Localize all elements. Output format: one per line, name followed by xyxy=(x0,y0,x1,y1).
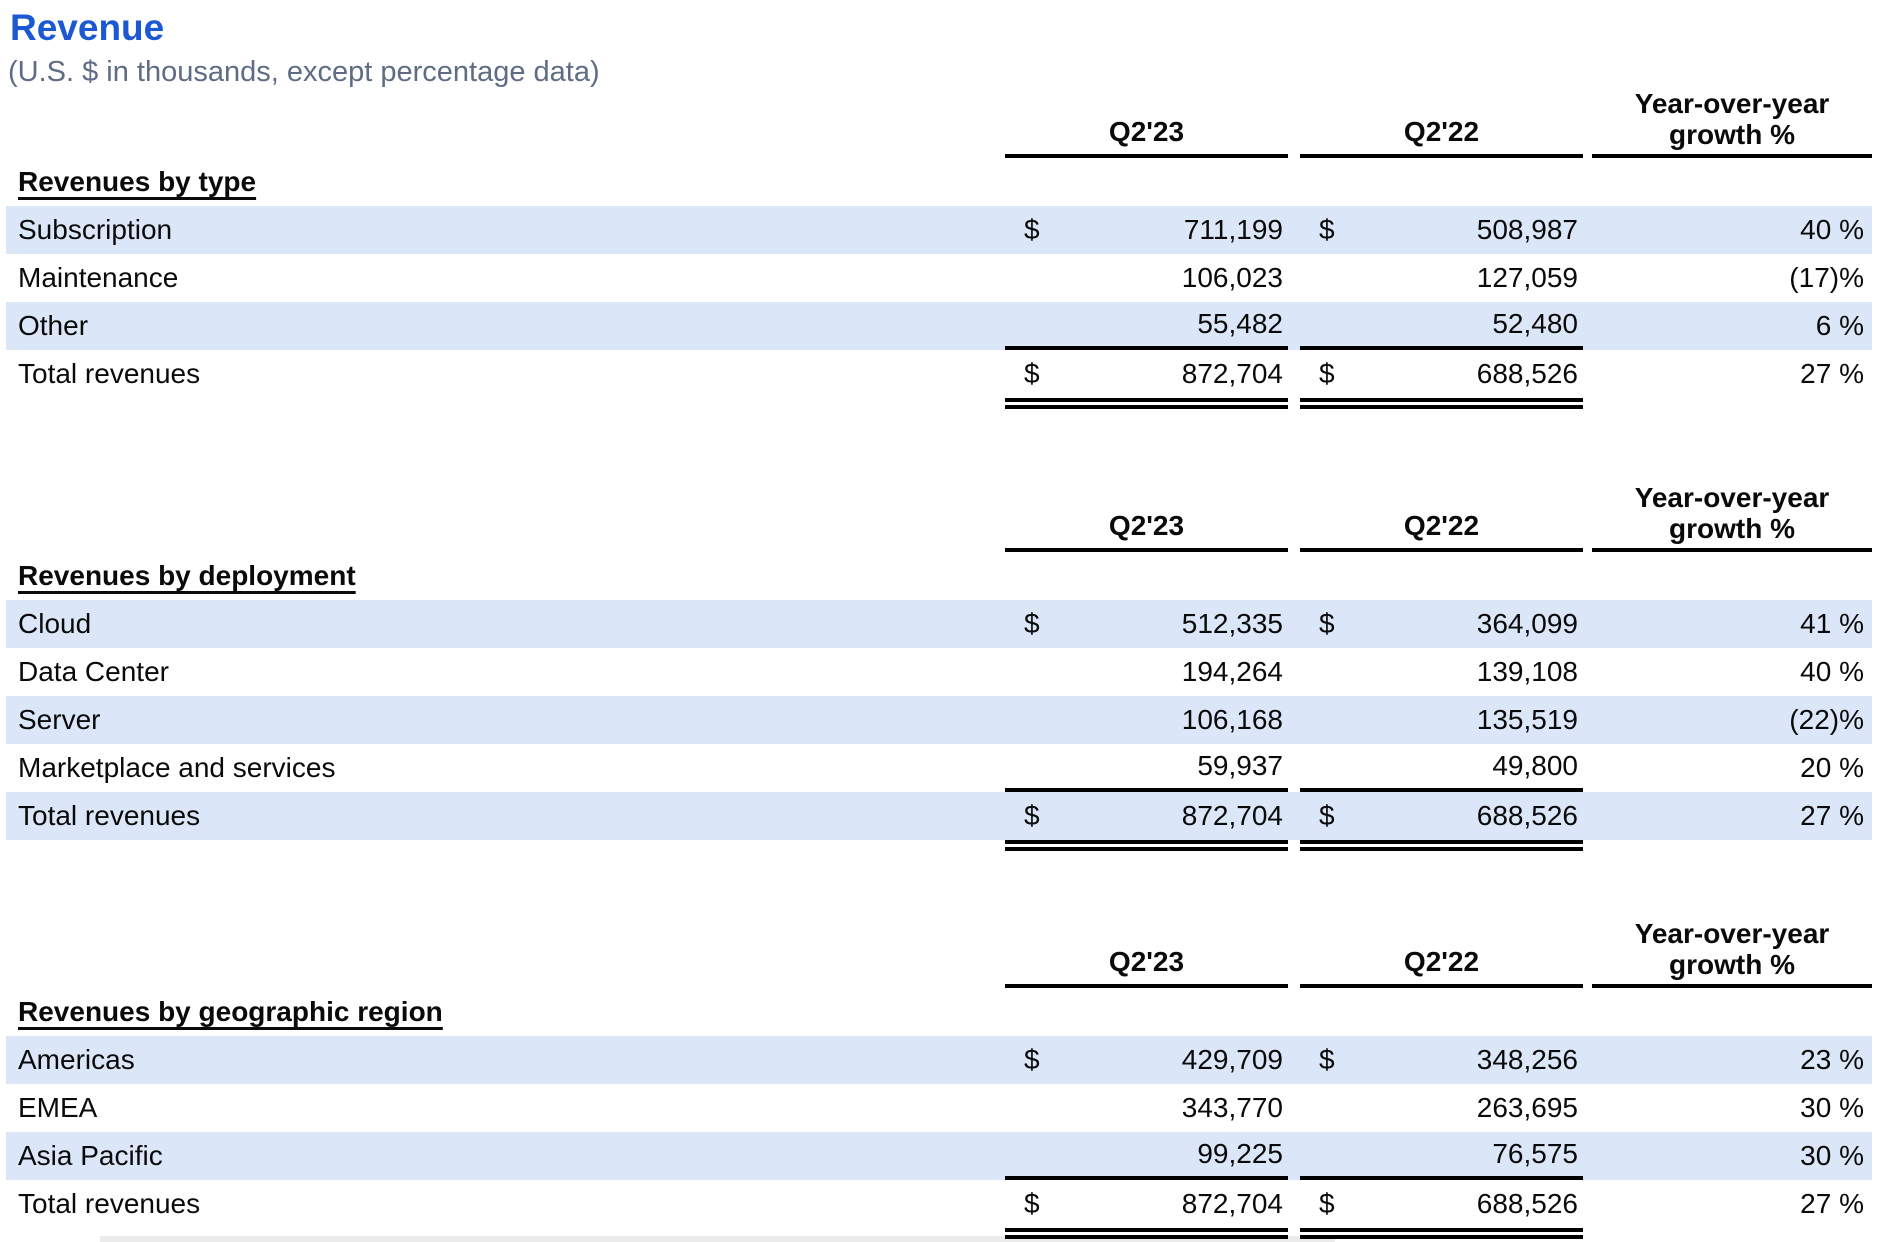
row-label: Marketplace and services xyxy=(18,752,336,783)
column-gap xyxy=(1288,302,1300,350)
dollar-sign: $ xyxy=(1319,1188,1335,1219)
q2-23-cell xyxy=(1005,302,1288,350)
growth-header-line2: growth % xyxy=(1669,513,1795,544)
row-label: Data Center xyxy=(18,656,169,687)
q2-22-value: 76,575 xyxy=(1492,1138,1578,1169)
row-total-revenues xyxy=(6,350,1872,398)
column-header-q2-23: Q2'23 xyxy=(1005,484,1288,552)
column-gap xyxy=(1288,600,1300,648)
page-subtitle: (U.S. $ in thousands, except percentage data) xyxy=(8,56,600,88)
column-header-row xyxy=(6,90,1872,158)
row-label: EMEA xyxy=(18,1092,98,1123)
double-rule xyxy=(1300,1228,1583,1239)
q2-22-value: 263,695 xyxy=(1476,1092,1578,1123)
q2-23-value: 429,709 xyxy=(1181,1044,1283,1075)
dollar-sign: $ xyxy=(1024,800,1040,831)
column-gap xyxy=(1583,350,1592,398)
q2-22-cell xyxy=(1300,600,1583,648)
q2-22-cell xyxy=(1300,206,1583,254)
q2-22-value: 688,526 xyxy=(1476,800,1578,831)
q2-23-value: 872,704 xyxy=(1181,358,1283,389)
q2-23-value: 106,168 xyxy=(1181,704,1283,735)
growth-value: 20 % xyxy=(1800,752,1864,783)
dollar-sign: $ xyxy=(1024,214,1040,245)
q2-22-value: 688,526 xyxy=(1476,358,1578,389)
column-header-growth xyxy=(1592,484,1872,552)
q2-22-value: 135,519 xyxy=(1476,704,1578,735)
growth-value: 27 % xyxy=(1800,1188,1864,1219)
growth-value: (22)% xyxy=(1789,704,1864,735)
column-gap xyxy=(1583,696,1592,744)
q2-23-cell xyxy=(1005,1132,1288,1180)
table-revenues-by-deployment xyxy=(0,484,1904,840)
column-gap xyxy=(1583,648,1592,696)
dollar-sign: $ xyxy=(1319,358,1335,389)
double-rule xyxy=(1005,1228,1288,1239)
column-gap xyxy=(1583,1036,1592,1084)
q2-22-cell xyxy=(1300,792,1583,840)
row-label: Cloud xyxy=(18,608,92,639)
column-gap xyxy=(1288,1036,1300,1084)
section-title: Revenues by type xyxy=(18,166,257,197)
q2-23-cell xyxy=(1005,792,1288,840)
column-gap xyxy=(1288,696,1300,744)
section-title: Revenues by deployment xyxy=(18,560,356,591)
column-gap xyxy=(1288,1132,1300,1180)
page-title: Revenue xyxy=(10,7,165,48)
q2-22-value: 127,059 xyxy=(1476,262,1578,293)
column-header-q2-22: Q2'22 xyxy=(1300,90,1583,158)
q2-23-value: 59,937 xyxy=(1197,750,1283,781)
q2-23-value: 99,225 xyxy=(1197,1138,1283,1169)
double-rule xyxy=(1005,840,1288,851)
row-label: Maintenance xyxy=(18,262,179,293)
q2-23-value: 872,704 xyxy=(1181,800,1283,831)
dollar-sign: $ xyxy=(1024,358,1040,389)
column-gap xyxy=(1583,254,1592,302)
row-label: Other xyxy=(18,310,89,341)
row-data-center xyxy=(6,648,1872,696)
dollar-sign: $ xyxy=(1319,608,1335,639)
q2-23-value: 343,770 xyxy=(1181,1092,1283,1123)
column-gap xyxy=(1288,1084,1300,1132)
row-label: Subscription xyxy=(18,214,173,245)
column-header-growth xyxy=(1592,90,1872,158)
growth-value: 30 % xyxy=(1800,1092,1864,1123)
growth-header-line2: growth % xyxy=(1669,119,1795,150)
dollar-sign: $ xyxy=(1024,608,1040,639)
growth-value: 23 % xyxy=(1800,1044,1864,1075)
q2-22-cell xyxy=(1300,254,1583,302)
q2-23-cell xyxy=(1005,350,1288,398)
row-label: Total revenues xyxy=(18,1188,201,1219)
dollar-sign: $ xyxy=(1024,1188,1040,1219)
q2-23-cell xyxy=(1005,206,1288,254)
row-americas xyxy=(6,1036,1872,1084)
q2-22-cell xyxy=(1300,744,1583,792)
row-other xyxy=(6,302,1872,350)
q2-22-cell xyxy=(1300,1132,1583,1180)
q2-23-cell xyxy=(1005,696,1288,744)
q2-23-value: 194,264 xyxy=(1181,656,1283,687)
row-total-revenues xyxy=(6,792,1872,840)
column-gap xyxy=(1583,600,1592,648)
column-gap xyxy=(1583,206,1592,254)
q2-22-value: 364,099 xyxy=(1476,608,1578,639)
column-gap xyxy=(1583,1132,1592,1180)
q2-23-value: 872,704 xyxy=(1181,1188,1283,1219)
row-total-revenues xyxy=(6,1180,1872,1228)
section-heading-row xyxy=(6,988,1872,1036)
growth-header-line1: Year-over-year xyxy=(1634,482,1830,513)
q2-23-cell xyxy=(1005,1036,1288,1084)
column-gap xyxy=(1583,1084,1592,1132)
dollar-sign: $ xyxy=(1319,214,1335,245)
growth-value: (17)% xyxy=(1789,262,1864,293)
row-label: Server xyxy=(18,704,101,735)
dollar-sign: $ xyxy=(1319,800,1335,831)
q2-22-cell xyxy=(1300,1180,1583,1228)
q2-22-value: 508,987 xyxy=(1476,214,1578,245)
double-rule xyxy=(1300,398,1583,409)
q2-22-cell xyxy=(1300,1084,1583,1132)
column-gap xyxy=(1288,206,1300,254)
growth-value: 6 % xyxy=(1815,310,1864,341)
q2-22-value: 49,800 xyxy=(1492,750,1578,781)
growth-value: 40 % xyxy=(1800,214,1864,245)
column-gap xyxy=(1583,744,1592,792)
section-heading-row xyxy=(6,552,1872,600)
column-gap xyxy=(1583,792,1592,840)
column-gap xyxy=(1288,744,1300,792)
column-header-growth xyxy=(1592,920,1872,988)
double-rule xyxy=(1300,840,1583,851)
row-asia-pacific xyxy=(6,1132,1872,1180)
q2-22-value: 52,480 xyxy=(1492,308,1578,339)
column-gap xyxy=(1288,792,1300,840)
row-label: Asia Pacific xyxy=(18,1140,163,1171)
column-header-q2-22: Q2'22 xyxy=(1300,920,1583,988)
q2-22-value: 688,526 xyxy=(1476,1188,1578,1219)
column-header-row xyxy=(6,920,1872,988)
row-maintenance xyxy=(6,254,1872,302)
growth-value: 27 % xyxy=(1800,800,1864,831)
double-rule xyxy=(1005,398,1288,409)
q2-23-cell xyxy=(1005,648,1288,696)
growth-value: 41 % xyxy=(1800,608,1864,639)
row-cloud xyxy=(6,600,1872,648)
row-marketplace-and-services xyxy=(6,744,1872,792)
row-label: Americas xyxy=(18,1044,135,1075)
q2-22-cell xyxy=(1300,350,1583,398)
column-gap xyxy=(1583,302,1592,350)
q2-22-cell xyxy=(1300,648,1583,696)
row-label: Total revenues xyxy=(18,800,201,831)
q2-23-cell xyxy=(1005,744,1288,792)
row-emea xyxy=(6,1084,1872,1132)
table-revenues-by-geographic-region xyxy=(0,920,1904,1228)
growth-header-line1: Year-over-year xyxy=(1634,88,1830,119)
q2-23-cell xyxy=(1005,600,1288,648)
column-header-q2-23: Q2'23 xyxy=(1005,920,1288,988)
column-gap xyxy=(1288,350,1300,398)
column-header-q2-22: Q2'22 xyxy=(1300,484,1583,552)
q2-22-cell xyxy=(1300,302,1583,350)
row-server xyxy=(6,696,1872,744)
column-gap xyxy=(1288,1180,1300,1228)
q2-22-cell xyxy=(1300,696,1583,744)
dollar-sign: $ xyxy=(1319,1044,1335,1075)
section-heading-row xyxy=(6,158,1872,206)
dollar-sign: $ xyxy=(1024,1044,1040,1075)
q2-22-value: 139,108 xyxy=(1476,656,1578,687)
q2-23-cell xyxy=(1005,1180,1288,1228)
column-gap xyxy=(1288,254,1300,302)
q2-22-cell xyxy=(1300,1036,1583,1084)
column-header-row xyxy=(6,484,1872,552)
q2-23-value: 512,335 xyxy=(1181,608,1283,639)
q2-23-value: 711,199 xyxy=(1183,214,1283,245)
q2-23-value: 106,023 xyxy=(1181,262,1283,293)
growth-value: 27 % xyxy=(1800,358,1864,389)
section-title: Revenues by geographic region xyxy=(18,996,443,1027)
growth-value: 30 % xyxy=(1800,1140,1864,1171)
table-revenues-by-type xyxy=(0,90,1904,398)
growth-header-line1: Year-over-year xyxy=(1634,918,1830,949)
column-header-q2-23: Q2'23 xyxy=(1005,90,1288,158)
column-gap xyxy=(1583,1180,1592,1228)
q2-23-cell xyxy=(1005,1084,1288,1132)
q2-22-value: 348,256 xyxy=(1476,1044,1578,1075)
row-subscription xyxy=(6,206,1872,254)
column-gap xyxy=(1288,648,1300,696)
growth-header-line2: growth % xyxy=(1669,949,1795,980)
q2-23-value: 55,482 xyxy=(1197,308,1283,339)
q2-23-cell xyxy=(1005,254,1288,302)
row-label: Total revenues xyxy=(18,358,201,389)
growth-value: 40 % xyxy=(1800,656,1864,687)
